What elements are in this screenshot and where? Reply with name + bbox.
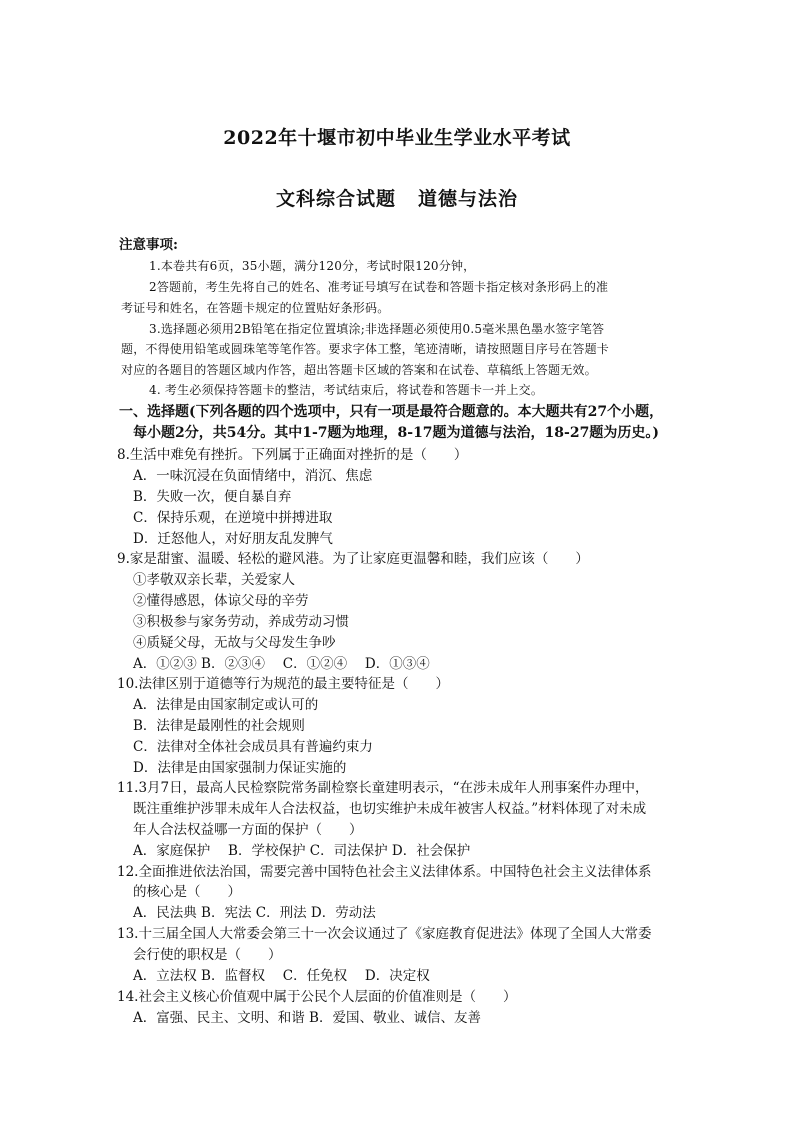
q10-stem: 10.法律区别于道德等行为规范的最主要特征是（ ） bbox=[117, 676, 449, 692]
q9-item-4: ④质疑父母，无故与父母发生争吵 bbox=[133, 635, 336, 651]
section-heading-line1: 一、选择题(下列各题的四个选项中，只有一项是最符合题意的。本大题共有27个小题， bbox=[119, 404, 664, 420]
q8-stem: 8.生活中难免有挫折。下列属于正确面对挫折的是（ ） bbox=[117, 447, 468, 463]
q11-options: A．家庭保护 B．学校保护 C．司法保护 D．社会保护 bbox=[133, 843, 471, 859]
q13-stem-line1: 13.十三届全国人大常委会第三十一次会议通过了《家庭教育促进法》体现了全国人大常委 bbox=[117, 926, 652, 942]
q8-option-d: D．迁怒他人，对好朋友乱发脾气 bbox=[133, 531, 333, 547]
note-2-line1: 2答题前，考生先将自己的姓名、准考证号填写在试卷和答题卡指定核对条形码上的准 bbox=[149, 280, 609, 294]
q10-option-d: D．法律是由国家强制力保证实施的 bbox=[133, 760, 347, 776]
q9-stem: 9.家是甜蜜、温暖、轻松的避风港。为了让家庭更温馨和睦，我们应该（ ） bbox=[117, 551, 589, 567]
q9-item-2: ②懂得感恩，体谅父母的辛劳 bbox=[133, 593, 309, 609]
exam-subtitle bbox=[0, 184, 794, 211]
notes-heading: 注意事项: bbox=[119, 237, 178, 253]
q14-options: A．富强、民主、文明、和谐 B．爱国、敬业、诚信、友善 bbox=[133, 1010, 481, 1026]
note-2-line2: 考证号和姓名，在答题卡规定的位置贴好条形码。 bbox=[121, 301, 390, 315]
note-3-line2: 题，不得使用铅笔或圆珠笔等笔作答。要求字体工整，笔迹清晰，请按照题目序号在答题卡 bbox=[121, 342, 610, 356]
q11-stem-line2: 既注重维护涉罪未成年人合法权益，也切实维护未成年被害人权益。”材料体现了对未成 bbox=[133, 801, 647, 817]
q14-stem: 14.社会主义核心价值观中属于公民个人层面的价值准则是（ ） bbox=[117, 989, 517, 1005]
q13-options: A．立法权 B．监督权 C．任免权 D．决定权 bbox=[133, 968, 430, 984]
q8-option-a: A．一味沉浸在负面情绪中，消沉、焦虑 bbox=[133, 468, 373, 484]
q10-option-b: B．法律是最刚性的社会规则 bbox=[133, 718, 305, 734]
q13-stem-line2: 会行使的职权是（ ） bbox=[133, 947, 282, 963]
q9-options: A．①②③ B．②③④ C．①②④ D．①③④ bbox=[133, 656, 430, 672]
note-1: 1.本卷共有6页，35小题，满分120分，考试时限120分钟， bbox=[149, 259, 476, 273]
q12-options: A．民法典 B．宪法 C．刑法 D．劳动法 bbox=[133, 905, 376, 921]
q9-item-3: ③积极参与家务劳动，养成劳动习惯 bbox=[133, 614, 349, 630]
q12-stem-line2: 的核心是（ ） bbox=[133, 884, 241, 900]
note-4: 4. 考生必须保持答题卡的整洁，考试结束后，将试卷和答题卡一并上交。 bbox=[149, 383, 544, 397]
note-3-line3: 对应的各题目的答题区域内作答，超出答题卡区域的答案和在试卷、草稿纸上答题无效。 bbox=[121, 363, 597, 377]
q11-stem-line3: 年人合法权益哪一方面的保护（ ） bbox=[133, 822, 363, 838]
section-heading-line2: 每小题2分，共54分。其中1-7题为地理，8-17题为道德与法治，18-27题为历史。) bbox=[133, 425, 659, 441]
note-3-line1: 3.选择题必须用2B铅笔在指定位置填涂;非选择题必须使用0.5毫米黑色墨水签字笔答 bbox=[149, 322, 605, 336]
q12-stem-line1: 12.全面推进依法治国，需要完善中国特色社会主义法律体系。中国特色社会主义法律体系 bbox=[117, 864, 652, 880]
exam-title: 2022年十堰市初中毕业生学业水平考试 bbox=[223, 127, 571, 149]
q8-option-c: C．保持乐观，在逆境中拼搏进取 bbox=[133, 510, 333, 526]
q8-option-b: B．失败一次，便自暴自弃 bbox=[133, 489, 292, 505]
q10-option-a: A．法律是由国家制定或认可的 bbox=[133, 697, 319, 713]
q9-item-1: ①孝敬双亲长辈，关爱家人 bbox=[133, 572, 295, 588]
q11-stem-line1: 11.3月7日，最高人民检察院常务副检察长童建明表示，“在涉未成年人刑事案件办理中， bbox=[117, 780, 649, 796]
subtitle-part-a: 文科综合试题 bbox=[275, 188, 396, 210]
q10-option-c: C．法律对全体社会成员具有普遍约束力 bbox=[133, 739, 373, 755]
subtitle-part-b: 道德与法治 bbox=[418, 188, 519, 210]
